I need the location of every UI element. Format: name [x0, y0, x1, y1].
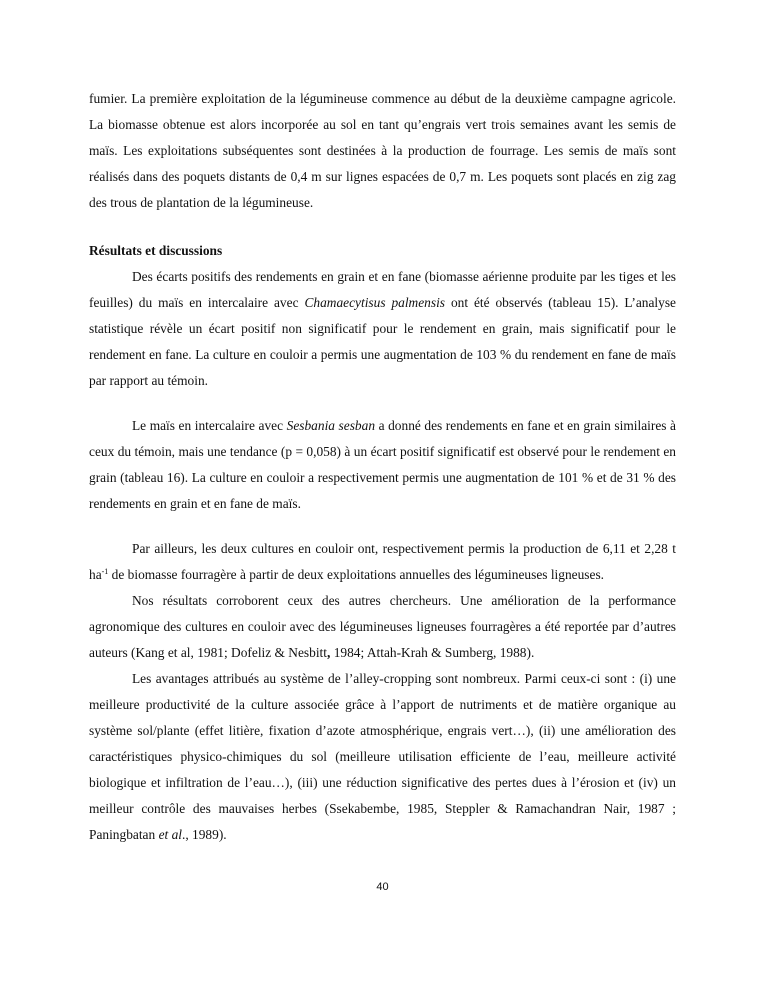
paragraph-results-sesbania: Le maïs en intercalaire avec Sesbania sesban a donné des rendements en fane et en grain similaires à ceux du témoin, mais une tendance (p = 0,058) à un écart positif significatif est observé pour le rendement en grain (tableau 16). La culture en couloir a respectivement permis une augmentation de 101 % et de 31 % des rendements en grain et en fane de maïs. [89, 418, 676, 511]
unit-exponent: -1 [101, 567, 109, 576]
paragraph-corroboration: Nos résultats corroborent ceux des autres chercheurs. Une amélioration de la performance agronomique des cultures en couloir avec des légumineuses ligneuses fourragères a été reportée par d’autres auteurs (Kang et al, 1981; Dofeliz & Nesbitt, 1984; Attah-Krah & Sumberg, 1988). [89, 593, 676, 660]
page-number: 40 [376, 881, 389, 893]
species-name: Sesbania sesban [286, 418, 376, 433]
paragraph-results-chamaecytisus: Des écarts positifs des rendements en grain et en fane (biomasse aérienne produite par les tiges et les feuilles) du maïs en intercalaire avec Chamaecytisus palmensis ont été observés (tableau 15). L’analyse statistique révèle un écart positif non significatif pour le rendement en grain, mais significatif pour le rendement en fane. La culture en couloir a permis une augmentation de 103 % du rendement en fane de maïs par rapport au témoin. [89, 269, 676, 388]
paragraph-advantages: Les avantages attribués au système de l’alley-cropping sont nombreux. Parmi ceux-ci sont : (i) une meilleure productivité de la culture associée grâce à l’apport de nutriments et de matière organique au système sol/plante (effet litière, fixation d’azote atmosphérique, engrais vert…), (ii) une amélioration des caractéristiques physico-chimiques du sol (meilleure utilisation efficiente de l’eau, meilleure activité biologique et infiltration de l’eau…), (iii) une réduction significative des pertes dues à l’érosion et (iv) un meilleur contrôle des mauvaises herbes (Ssekabembe, 1985, Steppler & Ramachandran Nair, 1987 ; Paningbatan et al., 1989). [89, 671, 676, 842]
species-name: Chamaecytisus palmensis [304, 295, 446, 310]
section-heading: Résultats et discussions [89, 243, 223, 258]
citation-etal: et al [158, 827, 182, 842]
page-body [89, 86, 676, 848]
paragraph-fodder-production: Par ailleurs, les deux cultures en couloir ont, respectivement permis la production de 6,11 et 2,28 t $ha^{-1}$ de biomasse fourragère à partir de deux exploitations annuelles des légumineuses ligneuses. [89, 541, 676, 582]
paragraph-continuation: fumier. La première exploitation de la légumineuse commence au début de la deuxième campagne agricole. La biomasse obtenue est alors incorporée au sol en tant qu’engrais vert trois semaines avant les semis de maïs. Les exploitations subséquentes sont destinées à la production de fourrage. Les semis de maïs sont réalisés dans des poquets distants de 0,4 m sur lignes espacées de 0,7 m. Les poquets sont placés en zig zag des trous de plantation de la légumineuse. [89, 91, 676, 210]
